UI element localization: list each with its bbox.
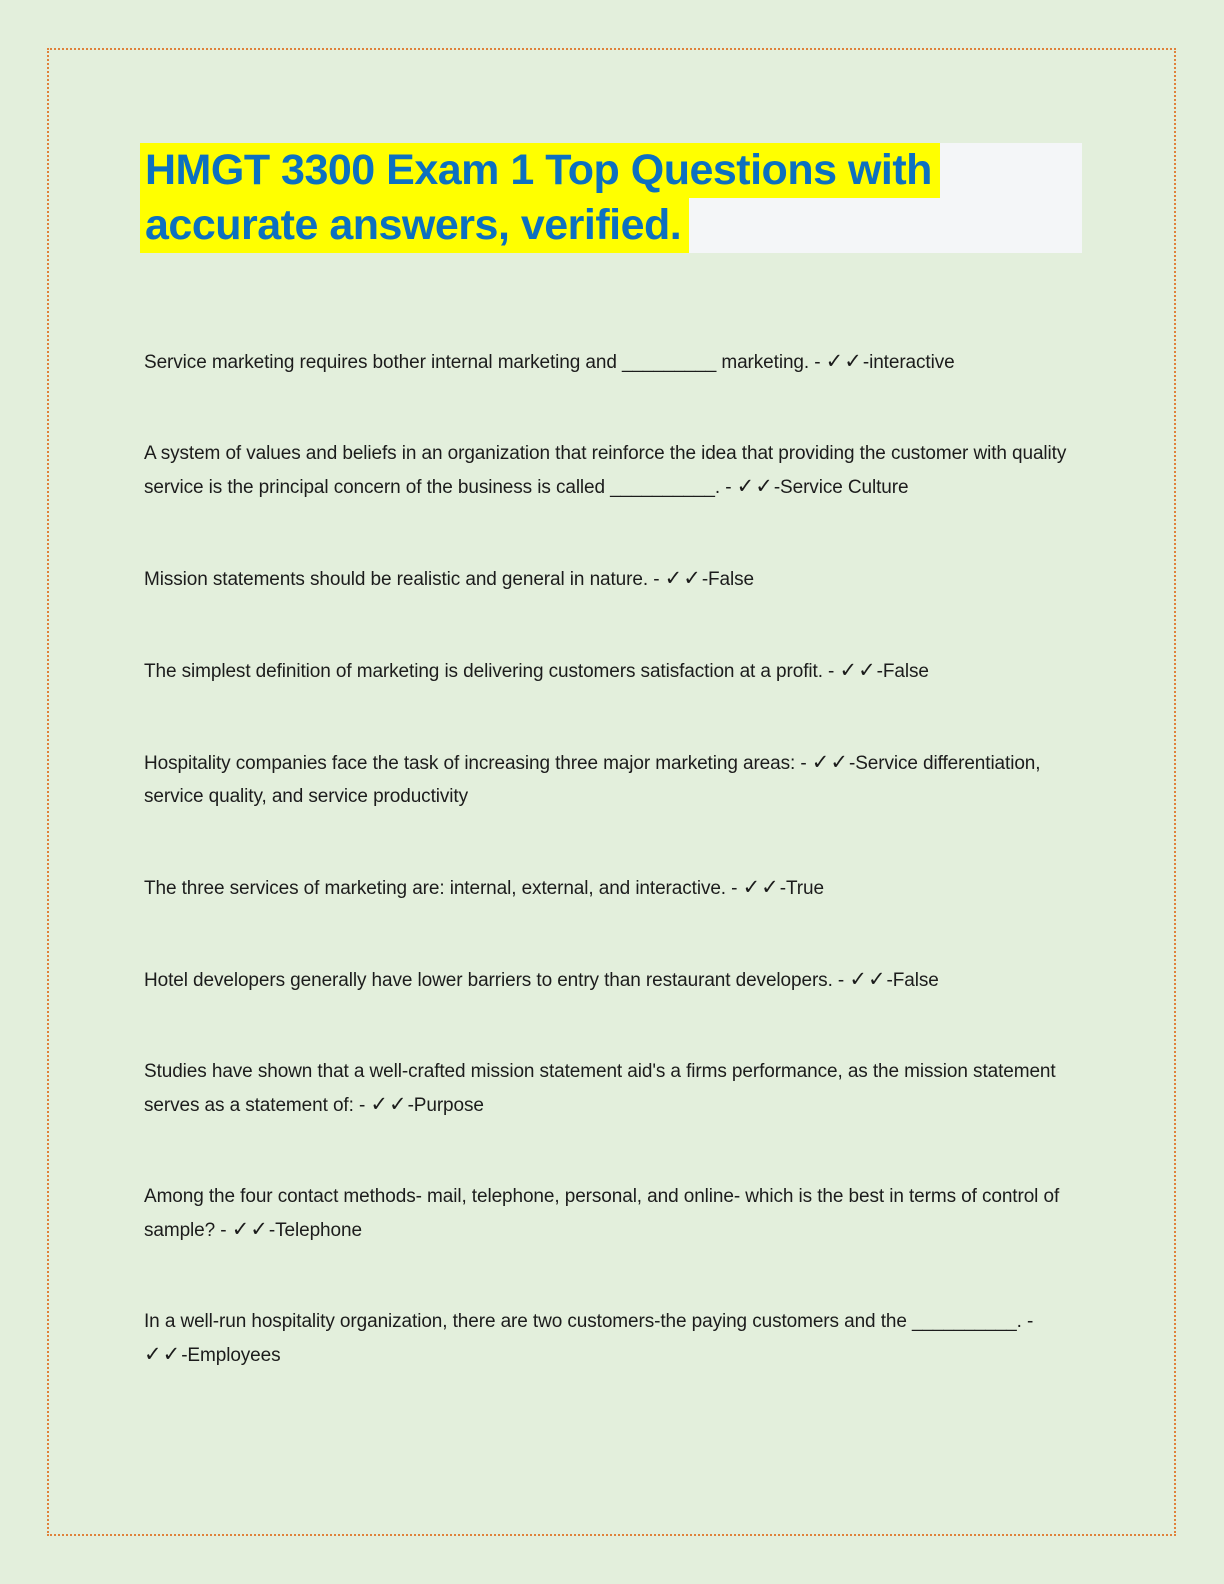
checkmarks-icon: ✓✓ — [825, 349, 863, 373]
title-highlight-block — [140, 143, 1082, 253]
qa-item — [144, 345, 1079, 379]
checkmarks-icon: ✓✓ — [144, 1342, 182, 1366]
question-text: In a well-run hospitality organization, there are two customers-the paying customers and the __________. - — [144, 1311, 1034, 1332]
qa-item — [144, 1180, 1079, 1247]
page-title-row-2 — [140, 198, 1082, 253]
question-text: Hospitality companies face the task of increasing three major marketing areas: - — [144, 753, 812, 774]
checkmarks-icon: ✓✓ — [231, 1217, 269, 1241]
answer-text: -False — [886, 970, 939, 991]
question-text: Studies have shown that a well-crafted mission statement aid's a firms performance, as the mission statement serves as a statement of: - — [144, 1061, 1056, 1116]
answer-text: -False — [876, 661, 929, 682]
checkmarks-icon: ✓✓ — [664, 566, 702, 590]
checkmarks-icon: ✓✓ — [742, 875, 780, 899]
qa-item — [144, 437, 1079, 504]
qa-item — [144, 1055, 1079, 1122]
question-text: A system of values and beliefs in an organization that reinforce the idea that providing the customer with quality service is the principal concern of the business is called __________. - — [144, 443, 1067, 498]
qa-list — [140, 345, 1079, 1372]
answer-text: -False — [701, 569, 755, 590]
page-title-line1: HMGT 3300 Exam 1 Top Questions with — [140, 143, 940, 198]
question-text: Mission statements should be realistic and general in nature. - — [144, 569, 665, 590]
answer-text: -Telephone — [268, 1220, 362, 1241]
qa-item — [144, 562, 1079, 596]
qa-item — [144, 871, 1079, 905]
question-text: The three services of marketing are: internal, external, and interactive. - — [144, 878, 743, 899]
answer-text: -Service Culture — [773, 477, 909, 498]
answer-text: -True — [779, 878, 824, 899]
page-title-line2: accurate answers, verified. — [140, 198, 689, 253]
question-text: Service marketing requires bother internal marketing and _________ marketing. - — [144, 352, 826, 373]
checkmarks-icon: ✓✓ — [370, 1092, 408, 1116]
qa-item — [144, 654, 1079, 688]
answer-text: -interactive — [862, 352, 955, 373]
answer-text: -Purpose — [407, 1095, 484, 1116]
checkmarks-icon: ✓✓ — [839, 658, 877, 682]
checkmarks-icon: ✓✓ — [736, 474, 774, 498]
answer-text: -Service differentiation, service quality, and service productivity — [144, 753, 1041, 807]
qa-item — [144, 963, 1079, 997]
page-title-row-1 — [140, 143, 1082, 198]
qa-item — [144, 1305, 1079, 1372]
page-content — [140, 143, 1082, 1430]
question-text: The simplest definition of marketing is delivering customers satisfaction at a profit. - — [144, 661, 840, 682]
checkmarks-icon: ✓✓ — [811, 750, 849, 774]
answer-text: -Employees — [181, 1345, 281, 1366]
qa-item — [144, 746, 1079, 813]
question-text: Among the four contact methods- mail, telephone, personal, and online- which is the best in terms of control of sample? - — [144, 1186, 1060, 1241]
checkmarks-icon: ✓✓ — [849, 967, 887, 991]
question-text: Hotel developers generally have lower barriers to entry than restaurant developers. - — [144, 970, 850, 991]
